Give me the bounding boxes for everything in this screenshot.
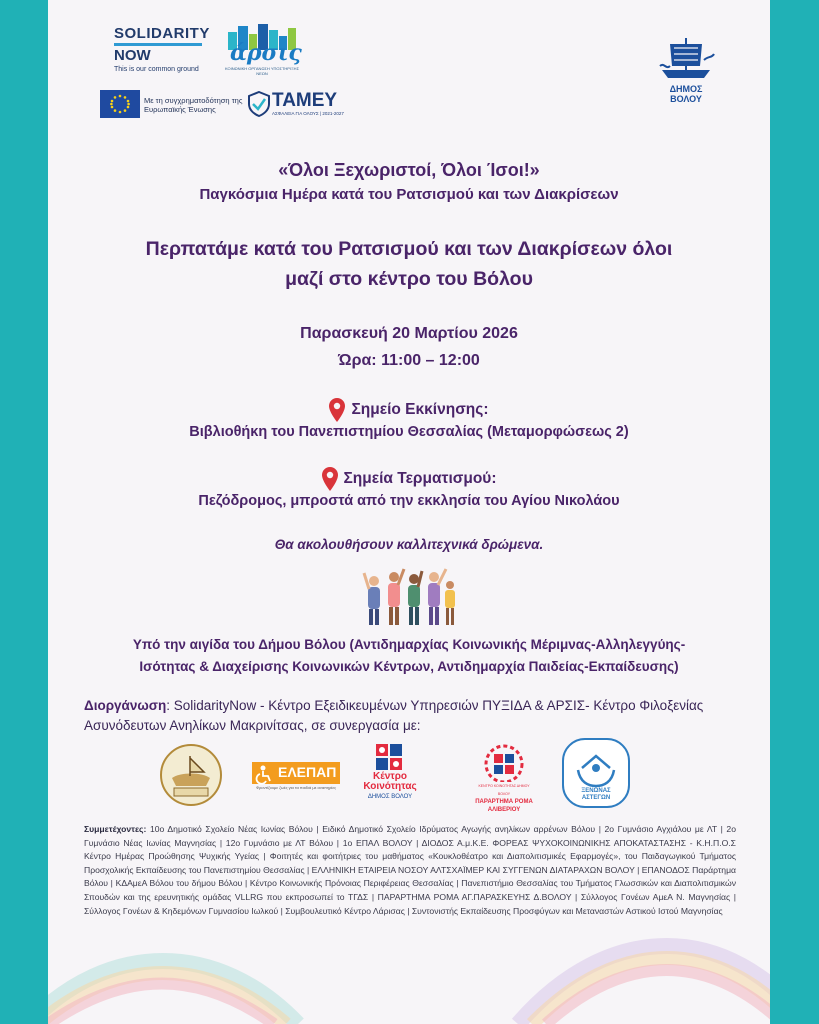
solidarity-word: SOLIDARITY <box>114 25 210 42</box>
arsis-name: άρσις <box>230 40 302 66</box>
dimos-volou-logo <box>656 36 716 104</box>
poster <box>48 0 770 1024</box>
eu-cofunding-text: Με τη συγχρηματοδότηση της Ευρωπαϊκής Ένωσης <box>144 96 243 114</box>
arsis-subtitle: ΚΟΙΝΩΝΙΚΗ ΟΡΓΑΝΩΣΗ ΥΠΟΣΤΗΡΙΞΗΣ ΝΕΩΝ <box>224 66 300 76</box>
organization-label: Διοργάνωση <box>84 698 167 713</box>
headline-line-2: μαζί στο κέντρο του Βόλου <box>285 268 533 290</box>
kentro-koinotitas-logo <box>354 742 426 802</box>
tamey-logo <box>248 90 358 120</box>
solidarity-tagline: This is our common ground <box>114 66 199 73</box>
kentro-line-2: Κοινότητας <box>363 781 417 792</box>
end-point-place: Πεζόδρομος, μπροστά από την εκκλησία του Αγίου Νικολάου <box>198 493 620 509</box>
aegis-line-1: Υπό την αιγίδα του Δήμου Βόλου (Αντιδημαρχίας Κοινωνικής Μέριμνας-Αλληλεγγύης- <box>132 637 686 652</box>
shield-icon <box>248 91 270 117</box>
kentro-line-3: ΔΗΜΟΣ ΒΟΛΟΥ <box>367 794 413 800</box>
aegis-line-2: Ισότητας & Διαχείρισης Κοινωνικών Κέντρων, Αντιδημαρχία Παιδείας-Εκπαίδευσης) <box>139 659 679 674</box>
event-time: Ώρα: 11:00 – 12:00 <box>338 352 480 369</box>
roma-line-1: ΠΑΡΑΡΤΗΜΑ ΡΟΜΑ <box>475 799 533 805</box>
organization-text: : SolidarityNow - Κέντρο Εξειδικευμένων Υπηρεσιών ΠΥΞΙΔΑ & ΑΡΣΙΣ- Κέντρο Φιλοξενίας Ασυνόδευτων Ανηλίκων Μακρινίτσας, σε συνεργασία με: <box>84 698 704 733</box>
event-headline <box>48 234 770 294</box>
arsis-logo <box>222 22 302 74</box>
tamey-subtitle: ΑΣΦΑΛΕΙΑ ΓΙΑ ΟΛΟΥΣ | 2021-2027 <box>272 111 344 116</box>
eu-flag-icon <box>100 90 140 118</box>
ship-icon <box>656 36 716 84</box>
organization-statement <box>84 696 744 736</box>
event-day-title: Παγκόσμια Ημέρα κατά του Ρατσισμού και των Διακρίσεων <box>199 186 619 203</box>
performances-note: Θα ακολουθήσουν καλλιτεχνικά δρώμενα. <box>274 537 544 552</box>
event-datetime <box>48 320 770 374</box>
start-point-label: Σημείο Εκκίνησης: <box>351 401 489 419</box>
kentro-line-1: Κέντρο <box>372 771 408 782</box>
tamey-name: ΤΑΜΕΥ <box>272 90 338 111</box>
location-pin-icon <box>329 398 345 422</box>
start-point-place: Βιβλιοθήκη του Πανεπιστημίου Θεσσαλίας (Μεταμορφώσεως 2) <box>189 424 629 440</box>
location-pin-icon <box>322 467 338 491</box>
elepap-name: ΕΛΕΠΑΠ <box>278 764 337 780</box>
dimos-volou-name: ΔΗΜΟΣ ΒΟΛΟΥ <box>669 84 703 104</box>
aegis-statement <box>78 634 740 678</box>
participants-text: 10ο Δημοτικό Σχολείο Νέας Ιωνίας Βόλου | Ειδικό Δημοτικό Σχολείο Ιδρύματος Αγωγής ανηλίκων αρρένων Βόλου | 2ο Γυμνάσιο Αγχιάλου με ΛΤ | 2ο Γυμνάσιο Νέας Ιωνίας Μαγνησίας | 12ο Γυμνάσιο με ΛΤ Βόλου | 1ο ΕΠΑΛ ΒΟΛΟΥ | ΔΙΟΔΟΣ Α.μ.Κ.Ε. ΦΟΡΕΑΣ ΨΥΧΟΚΟΙΝΩΝΙΚΗΣ ΑΠΟΚΑΤΑΣΤΑΣΗΣ - Κ.Η.Π.Ο.Σ Κέντρο Ημέρας Προώθησης Ψυχικής Υγείας | Φοιτητές και φοιτήτριες του μαθήματος «Κουκλοθέατρο και Διαπολιτισμικές Εφαρμογές», του Παιδαγωγικού Τμήματος Προσχολικής Εκπαίδευσης του Πανεπιστημίου Θεσσαλίας | ΕΛΛΗΝΙΚΗ ΕΤΑΙΡΕΙΑ ΝΟΣΟΥ ΑΛΤΣΧΑΪΜΕΡ ΚΑΙ ΣΥΓΓΕΝΩΝ ΔΙΑΤΑΡΑΧΩΝ ΒΟΛΟΥ | ΕΠΑΝΟΔΟΣ Παράρτημα Βόλου | ΚΔΑμεΑ Βόλου του δήμου Βόλου | Κέντρο Κοινωνικής Πρόνοιας Περιφέρειας Θεσσαλίας | Πανεπιστήμιο Θεσσαλίας του Τμήματος Γλωσσικών και Διαπολιτισμικών Σπουδών και της ερευνητικής ομάδας VLLRG που εκπροσωπεί το ΤΓΔΣ | ΠΑΡΑΡΤΗΜΑ ΡΟΜΑ ΑΓ.ΠΑΡΑΣΚΕΥΗΣ Δ.ΒΟΛΟΥ | Σύλλογος Γονέων ΑμεΑ Ν. Μαγνησίας | Σύλλογος Γονέων & Κηδεμόνων Γυμνασίου Ιωλκού | Συμβουλευτικό Κέντρο Λάρισας | Συντονιστής Εκπαίδευσης Προσφύγων και Μεταναστών Αστικού Ιστού Μαγνησίας <box>84 824 736 916</box>
elepap-subtitle: Φροντίζουμε ζωές για τα παιδιά με αναπηρίες <box>255 785 337 790</box>
rainbow-decoration <box>48 900 770 1024</box>
xenonas-line-1: ΞΕΝΩΝΑΣ <box>581 788 611 794</box>
participants-label: Συμμετέχοντες: <box>84 824 147 834</box>
roma-line-2: ΑΛΙΒΕΡΙΟΥ <box>487 807 521 813</box>
school-seal-logo <box>160 742 222 808</box>
event-date: Παρασκευή 20 Μαρτίου 2026 <box>300 325 518 342</box>
people-celebrating-illustration <box>360 565 458 627</box>
roma-annex-logo <box>474 742 534 813</box>
event-slogan: «Όλοι Ξεχωριστοί, Όλοι Ίσοι!» <box>278 160 540 180</box>
xenonas-astegon-logo <box>562 738 630 808</box>
roma-top: ΚΕΝΤΡΟ ΚΟΙΝΟΤΗΤΑΣ ΔΗΜΟΥ ΒΟΛΟΥ <box>478 784 530 796</box>
start-point-row <box>48 398 770 422</box>
solidaritynow-logo <box>114 26 214 73</box>
end-point-row <box>48 467 770 491</box>
xenonas-line-2: ΑΣΤΕΓΩΝ <box>581 795 611 801</box>
headline-line-1: Περπατάμε κατά του Ρατσισμού και των Διακρίσεων όλοι <box>145 238 673 260</box>
elepap-logo <box>252 762 340 792</box>
end-point-label: Σημεία Τερματισμού: <box>343 470 497 488</box>
solidarity-now: NOW <box>114 47 151 64</box>
